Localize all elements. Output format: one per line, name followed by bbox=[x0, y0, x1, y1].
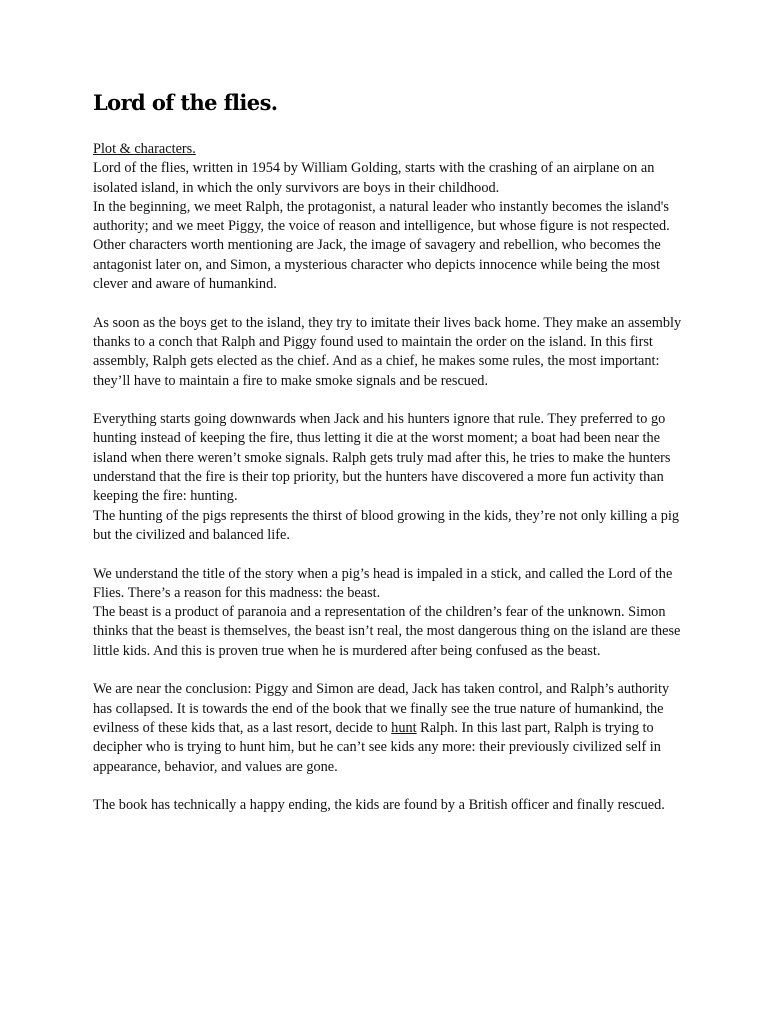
section-heading: Plot & characters. bbox=[93, 141, 196, 157]
document-title: Lord of the flies. bbox=[93, 90, 278, 115]
document-page bbox=[93, 0, 683, 815]
paragraph-beast: The beast is a product of paranoia and a representation of the children’s fear of the unknown. Simon thinks that the beast is themselves, the beast isn’t real, the most dangerous thing on the island are these little kids. And this is proven true when he is murdered after being confused as the beast. bbox=[93, 604, 681, 659]
paragraph-assembly: As soon as the boys get to the island, they try to imitate their lives back home. They make an assembly thanks to a conch that Ralph and Piggy found used to maintain the order on the island. In this first assembly, Ralph gets elected as the chief. And as a chief, he makes some rules, the most important: they’ll have to maintain a fire to make smoke signals and be rescued. bbox=[93, 314, 682, 389]
paragraph-intro: Lord of the flies, written in 1954 by William Golding, starts with the crashing of an airplane on an isolated island, in which the only survivors are boys in their childhood. bbox=[93, 160, 655, 196]
conclusion-text-after: Ralph. In this last part, Ralph is trying to decipher who is trying to hunt him, but he can’t see kids any more: their previously civilized self in appearance, behavior, and values are gone. bbox=[93, 719, 661, 775]
conclusion-text-before: We are near the conclusion: Piggy and Simon are dead, Jack has taken control, and Ralph’s authority has collapsed. It is towards the end of the book that we finally see the true nature of humankind, the evilness of these kids that, as a last resort, decide to bbox=[93, 681, 670, 736]
paragraph-downwards: Everything starts going downwards when Jack and his hunters ignore that rule. They preferred to go hunting instead of keeping the fire, thus letting it die at the worst moment; a boat had been near the island when there weren’t smoke signals. Ralph gets truly mad after this, he tries to make the hunters understand that the fire is their top priority, but the hunters have discovered a more fun activity than keeping the fire: hunting. bbox=[93, 411, 671, 505]
paragraph-title-meaning: We understand the title of the story when a pig’s head is impaled in a stick, and called the Lord of the Flies. There’s a reason for this madness: the beast. bbox=[93, 565, 673, 601]
paragraph-hunting: The hunting of the pigs represents the thirst of blood growing in the kids, they’re not only killing a pig but the civilized and balanced life. bbox=[93, 507, 680, 543]
paragraph-characters: In the beginning, we meet Ralph, the protagonist, a natural leader who instantly becomes the island's authority; and we meet Piggy, the voice of reason and intelligence, but whose figure is not respected. Other characters worth mentioning are Jack, the image of savagery and rebellion, who becomes the antagonist later on, and Simon, a mysterious character who depicts innocence while being the most clever and aware of humankind. bbox=[93, 198, 670, 293]
paragraph-ending: The book has technically a happy ending, the kids are found by a British officer and finally rescued. bbox=[93, 797, 665, 814]
paragraph-conclusion bbox=[93, 680, 683, 776]
underlined-word: hunt bbox=[391, 719, 417, 736]
